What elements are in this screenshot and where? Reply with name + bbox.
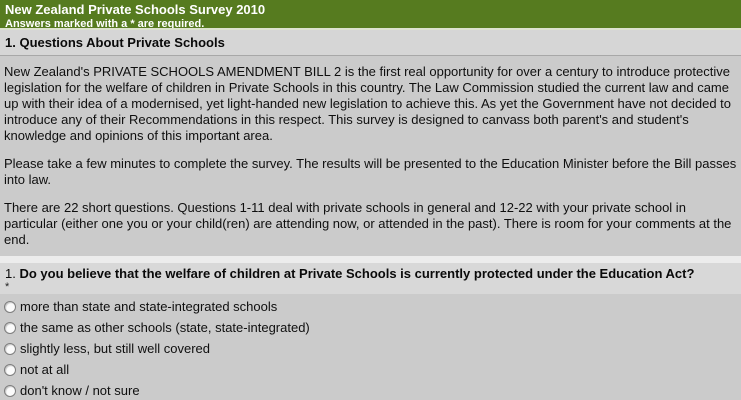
intro-paragraph: New Zealand's PRIVATE SCHOOLS AMENDMENT BILL 2 is the first real opportunity for over a century to introduce protective legislation for the welfare of children in Private Schools in this country. The Law Commission studied the current law and came up with their idea of a modernised, yet light-handed new legislation to achieve this. As yet the Government have not decided to introduce any of their Recommendations in this respect. This survey is designed to canvass both parent's and student's knowledge and opinions of this important area.: [4, 64, 731, 143]
intro-paragraph: Please take a few minutes to complete the survey. The results will be presented to the Education Minister before the Bill passes into law.: [4, 156, 737, 187]
intro-paragraph: There are 22 short questions. Questions 1-11 deal with private schools in general and 12-22 with your private school in particular (either one you or your child(ren) are attending now, or attended in the past). There is room for your comments at the end.: [4, 200, 732, 247]
intro-text-block: [0, 56, 741, 256]
radio-option-row: [4, 359, 737, 380]
radio-option-label: don't know / not sure: [20, 382, 140, 398]
section-title: 1. Questions About Private Schools: [5, 35, 225, 50]
radio-option-row: [4, 380, 737, 400]
radio-option-row: [4, 296, 737, 317]
section-title-bar: [0, 30, 741, 56]
radio-button[interactable]: [4, 343, 16, 355]
radio-option-label: slightly less, but still well covered: [20, 340, 211, 356]
radio-option-label: the same as other schools (state, state-integrated): [20, 319, 310, 335]
survey-title: New Zealand Private Schools Survey 2010: [5, 2, 266, 17]
radio-option-row: [4, 338, 737, 359]
radio-button[interactable]: [4, 322, 16, 334]
question-text: Do you believe that the welfare of children at Private Schools is currently protected under the Education Act?: [19, 266, 695, 281]
radio-option-label: not at all: [20, 361, 70, 377]
question-1-options: [0, 294, 741, 400]
survey-header: [0, 0, 741, 30]
radio-option-label: more than state and state-integrated schools: [20, 298, 278, 314]
required-asterisk: *: [5, 281, 10, 293]
section-divider: [0, 256, 741, 263]
radio-button[interactable]: [4, 364, 16, 376]
radio-option-row: [4, 317, 737, 338]
radio-button[interactable]: [4, 385, 16, 397]
question-1-bar: [0, 263, 741, 294]
question-1-title: [5, 266, 735, 282]
required-note: Answers marked with a * are required.: [5, 18, 205, 30]
question-number: 1.: [5, 266, 16, 281]
radio-button[interactable]: [4, 301, 16, 313]
